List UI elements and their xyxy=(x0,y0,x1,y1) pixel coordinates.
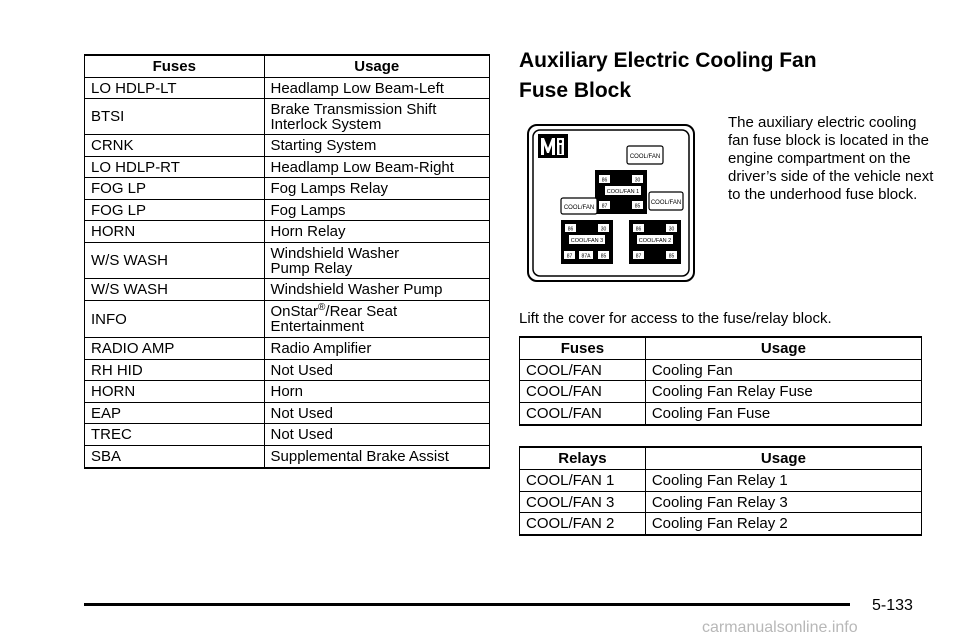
instruction-text: Lift the cover for access to the fuse/relay block. xyxy=(519,310,832,327)
usage-cell: Starting System xyxy=(264,135,490,157)
relay-pin: 87 xyxy=(635,253,642,260)
usage-line: Pump Relay xyxy=(270,259,353,277)
relay-pin: 30 xyxy=(668,226,675,233)
relay-pin: 85 xyxy=(668,253,675,260)
table-header-row xyxy=(520,447,922,470)
column-header-relays: Relays xyxy=(520,447,646,470)
usage-cell: Headlamp Low Beam-Left xyxy=(264,78,490,99)
column-header-usage: Usage xyxy=(264,55,490,78)
usage-line: Entertainment xyxy=(270,318,364,335)
usage-cell: Horn Relay xyxy=(264,221,490,243)
table-row xyxy=(85,360,490,381)
fuse-cell: BTSI xyxy=(85,99,265,135)
relay-pin: 86 xyxy=(635,226,642,233)
relay-pin: 85 xyxy=(634,203,641,210)
fuse-block-diagram xyxy=(527,124,695,282)
relay-cell: COOL/FAN 3 xyxy=(520,492,646,513)
fuse-usage-table-left xyxy=(84,54,490,469)
relay-label: COOL/FAN 1 xyxy=(606,189,640,195)
usage-line: Windshield Washer xyxy=(270,244,400,262)
fuse-cell: CRNK xyxy=(85,135,265,157)
relay-pin: 87 xyxy=(601,203,608,210)
usage-line: Brake Transmission Shift xyxy=(270,100,437,118)
usage-cell: Radio Amplifier xyxy=(264,338,490,360)
table-row xyxy=(520,360,922,381)
fuse-cell: TREC xyxy=(85,424,265,446)
section-title-line: Fuse Block xyxy=(519,79,632,102)
usage-cell: Cooling Fan Relay 2 xyxy=(645,513,921,535)
table-row xyxy=(520,513,922,535)
fuse-cell: RADIO AMP xyxy=(85,338,265,360)
table-row xyxy=(85,135,490,157)
table-row xyxy=(85,99,490,135)
fuse-cell: LO HDLP-LT xyxy=(85,78,265,99)
fuse-cell: W/S WASH xyxy=(85,243,265,279)
usage-line: Interlock System xyxy=(270,115,382,133)
usage-cell xyxy=(264,301,490,338)
relay-label: COOL/FAN 3 xyxy=(570,238,604,244)
table-row xyxy=(85,221,490,243)
fuse-cell: SBA xyxy=(85,446,265,468)
fuse-cell: COOL/FAN xyxy=(520,381,646,403)
table-row xyxy=(85,178,490,200)
relay-pin: 87A xyxy=(581,253,591,260)
fuse-cell: INFO xyxy=(85,301,265,338)
relay-pin: 86 xyxy=(567,226,574,233)
table-row xyxy=(85,279,490,301)
relay-cell: COOL/FAN 2 xyxy=(520,513,646,535)
usage-onstar: OnStar xyxy=(270,303,319,320)
table-row xyxy=(85,157,490,178)
column-header-usage: Usage xyxy=(645,337,921,360)
column-header-usage: Usage xyxy=(645,447,921,470)
relay-pin: 87 xyxy=(566,253,573,260)
usage-cell: Cooling Fan Fuse xyxy=(645,403,921,425)
usage-cell: Fog Lamps xyxy=(264,200,490,221)
relay-pin: 30 xyxy=(600,226,607,233)
relay-cell: COOL/FAN 1 xyxy=(520,470,646,492)
owner-manual-icon xyxy=(538,134,568,158)
usage-cell xyxy=(264,243,490,279)
fuse-cell: COOL/FAN xyxy=(520,403,646,425)
cooling-fan-relays-table xyxy=(519,446,922,536)
table-row xyxy=(85,403,490,424)
table-row xyxy=(85,381,490,403)
usage-cell: Cooling Fan Relay 3 xyxy=(645,492,921,513)
table-header-row xyxy=(520,337,922,360)
fuse-cell: LO HDLP-RT xyxy=(85,157,265,178)
watermark: carmanualsonline.info xyxy=(702,619,858,636)
table-row xyxy=(520,470,922,492)
usage-cell: Windshield Washer Pump xyxy=(264,279,490,301)
table-row xyxy=(85,446,490,468)
usage-cell: Fog Lamps Relay xyxy=(264,178,490,200)
usage-cell: Horn xyxy=(264,381,490,403)
fuse-cell: HORN xyxy=(85,221,265,243)
relay-pin: 86 xyxy=(601,177,608,184)
section-title xyxy=(519,46,817,106)
fuse-cell: RH HID xyxy=(85,360,265,381)
usage-cell: Not Used xyxy=(264,403,490,424)
fuse-cell: FOG LP xyxy=(85,178,265,200)
column-header-fuses: Fuses xyxy=(520,337,646,360)
fuse-cell: W/S WASH xyxy=(85,279,265,301)
table-row xyxy=(85,301,490,338)
usage-cell: Cooling Fan Relay Fuse xyxy=(645,381,921,403)
usage-cell xyxy=(264,99,490,135)
fuse-label: COOL/FAN xyxy=(629,154,661,160)
usage-cell: Cooling Fan xyxy=(645,360,921,381)
fuse-label: COOL/FAN xyxy=(650,200,682,206)
table-row xyxy=(520,381,922,403)
page-number: 5-133 xyxy=(872,597,913,614)
relay-pin: 30 xyxy=(634,177,641,184)
usage-cell: Not Used xyxy=(264,360,490,381)
usage-cell: Cooling Fan Relay 1 xyxy=(645,470,921,492)
fuse-cell: FOG LP xyxy=(85,200,265,221)
table-row xyxy=(85,200,490,221)
section-title-line: Auxiliary Electric Cooling Fan xyxy=(519,49,817,72)
usage-cell: Supplemental Brake Assist xyxy=(264,446,490,468)
column-header-fuses: Fuses xyxy=(85,55,265,78)
table-row xyxy=(520,492,922,513)
usage-rear-seat: /Rear Seat xyxy=(325,303,398,320)
table-row xyxy=(85,424,490,446)
registered-mark: ® xyxy=(318,302,326,313)
footer-rule xyxy=(84,603,850,606)
table-row xyxy=(520,403,922,425)
usage-cell: Not Used xyxy=(264,424,490,446)
fuse-cell: EAP xyxy=(85,403,265,424)
usage-cell: Headlamp Low Beam-Right xyxy=(264,157,490,178)
fuse-cell: HORN xyxy=(85,381,265,403)
description-paragraph: The auxiliary electric cooling fan fuse block is located in the engine compartment on the driver’s side of the vehicle next to the underhood fuse block. xyxy=(728,114,934,203)
table-row xyxy=(85,78,490,99)
fuse-cell: COOL/FAN xyxy=(520,360,646,381)
fuse-label: COOL/FAN xyxy=(563,205,595,211)
table-header-row xyxy=(85,55,490,78)
relay-label: COOL/FAN 2 xyxy=(638,238,672,244)
relay-pin: 85 xyxy=(600,253,607,260)
cooling-fan-fuses-table xyxy=(519,336,922,426)
table-row xyxy=(85,338,490,360)
table-row xyxy=(85,243,490,279)
